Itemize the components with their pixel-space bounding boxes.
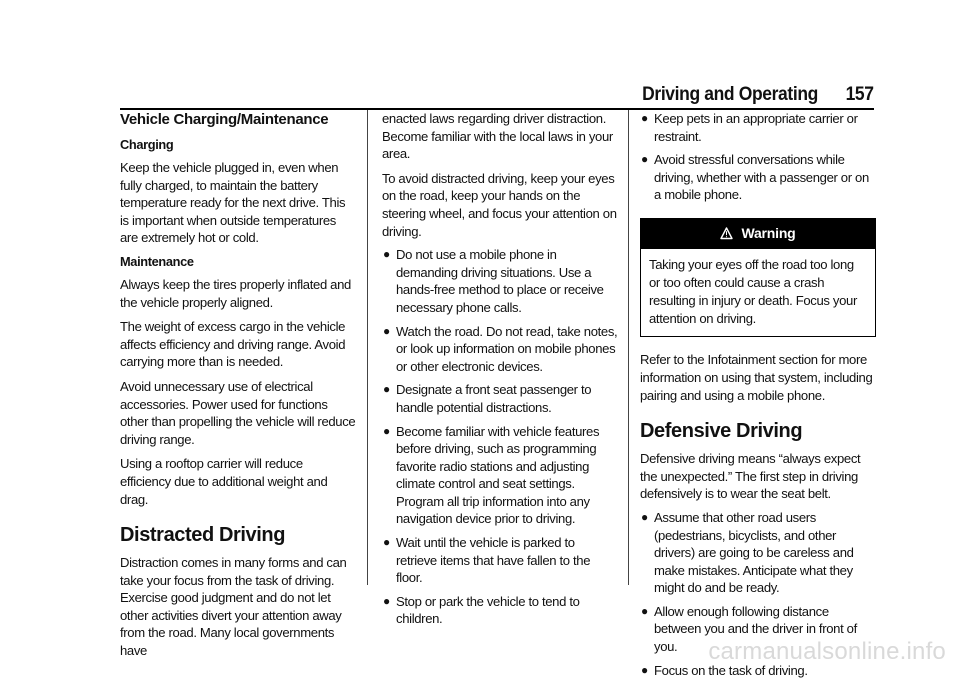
page-number: 157 — [845, 84, 874, 105]
bullet-icon: ● — [383, 247, 390, 262]
list-item-text: Wait until the vehicle is parked to retrieve items that have fallen to the floor. — [396, 535, 591, 586]
maintenance-paragraph-2: The weight of excess cargo in the vehicle affects efficiency and driving range. Avoid carrying more than is needed. — [120, 319, 346, 370]
maintenance-paragraph-3: Avoid unnecessary use of electrical accessories. Power used for functions other than propelling the vehicle will reduce driving range. — [120, 378, 356, 447]
warning-header — [641, 219, 875, 249]
maintenance-paragraph-1: Always keep the tires properly inflated and the vehicle properly aligned. — [120, 276, 351, 310]
warning-title: Warning — [741, 225, 796, 242]
list-item-text: Stop or park the vehicle to tend to children. — [396, 593, 580, 627]
distracted-intro-part-2: enacted laws regarding driver distraction. Become familiar with the local laws in your area. — [382, 111, 613, 162]
list-item — [640, 509, 876, 597]
maintenance-paragraph-4: Using a rooftop carrier will reduce efficiency due to additional weight and drag. — [120, 456, 328, 507]
bullet-icon: ● — [641, 662, 648, 677]
list-item — [382, 323, 618, 376]
page-header — [642, 84, 874, 106]
list-item — [382, 593, 618, 628]
column-1 — [120, 110, 356, 660]
list-item-text: Become familiar with vehicle features before driving, such as programming favorite radio stations and adjusting climate control and seat settings. Program all trip information into any navigation device prior to driving. — [396, 423, 600, 527]
distracted-intro-part-1: Distraction comes in many forms and can take your focus from the task of driving. Exercise good judgment and do not let other activities divert your attention away from the road. Many local governments have — [120, 555, 347, 659]
vehicle-charging-maintenance-subhead: Vehicle Charging/Maintenance — [120, 111, 329, 128]
charging-paragraph: Keep the vehicle plugged in, even when fully charged, to maintain the battery temperature ready for the next drive. This is important when outside temperatures are extremely hot or cold. — [120, 160, 346, 246]
charging-heading: Charging — [120, 137, 174, 152]
column-divider — [628, 110, 629, 585]
list-item — [382, 246, 618, 316]
warning-icon — [720, 227, 733, 240]
list-item-text: Do not use a mobile phone in demanding driving situations. Use a hands-free method to place or receive necessary phone calls. — [396, 247, 604, 315]
list-item-text: Focus on the task of driving. — [654, 662, 808, 678]
infotainment-reference-paragraph: Refer to the Infotainment section for more information on using that system, including pairing and using a mobile phone. — [640, 352, 873, 403]
bullet-icon: ● — [383, 323, 390, 338]
bullet-icon: ● — [383, 593, 390, 608]
defensive-driving-title: Defensive Driving — [640, 420, 803, 443]
list-item — [382, 381, 618, 416]
list-item — [382, 534, 618, 587]
top-bullet-list — [640, 110, 876, 204]
column-3 — [640, 110, 876, 679]
list-item-text: Watch the road. Do not read, take notes, or look up information on mobile phones or other electronic devices. — [396, 323, 618, 374]
bullet-icon: ● — [641, 603, 648, 618]
bullet-icon: ● — [383, 382, 390, 397]
list-item — [382, 423, 618, 529]
bullet-icon: ● — [383, 423, 390, 438]
warning-box — [640, 218, 876, 337]
distracted-bullet-list — [382, 246, 618, 628]
list-item-text: Avoid stressful conversations while driving, whether with a passenger or on a mobile phone. — [654, 152, 869, 203]
watermark: carmanualsonline.info — [708, 638, 946, 665]
list-item-text: Designate a front seat passenger to handle potential distractions. — [396, 382, 592, 415]
warning-text: Taking your eyes off the road too long or too often could cause a crash resulting in injury or death. Focus your attention on driving. — [649, 256, 857, 327]
list-item-text: Allow enough following distance between you and the driver in front of you. — [654, 603, 857, 655]
maintenance-heading: Maintenance — [120, 253, 194, 269]
header-title: Driving and Operating — [642, 84, 819, 105]
bullet-icon: ● — [641, 152, 648, 167]
bullet-icon: ● — [641, 111, 648, 125]
column-divider — [367, 110, 368, 585]
list-item — [640, 110, 876, 145]
list-item-text: Keep pets in an appropriate carrier or restraint. — [654, 111, 858, 144]
defensive-driving-paragraph: Defensive driving means “always expect the unexpected.” The first step in driving defensively is to wear the seat belt. — [640, 451, 861, 502]
avoid-distracted-paragraph: To avoid distracted driving, keep your eyes on the road, keep your hands on the steering wheel, and focus your attention on driving. — [382, 170, 617, 239]
bullet-icon: ● — [641, 509, 648, 524]
bullet-icon: ● — [383, 535, 390, 550]
column-2 — [382, 110, 618, 628]
distracted-driving-title: Distracted Driving — [120, 524, 286, 547]
list-item — [640, 151, 876, 204]
list-item-text: Assume that other road users (pedestrians, bicyclists, and other drivers) are going to be careless and make mistakes. Anticipate what they might do and be ready. — [654, 509, 854, 596]
